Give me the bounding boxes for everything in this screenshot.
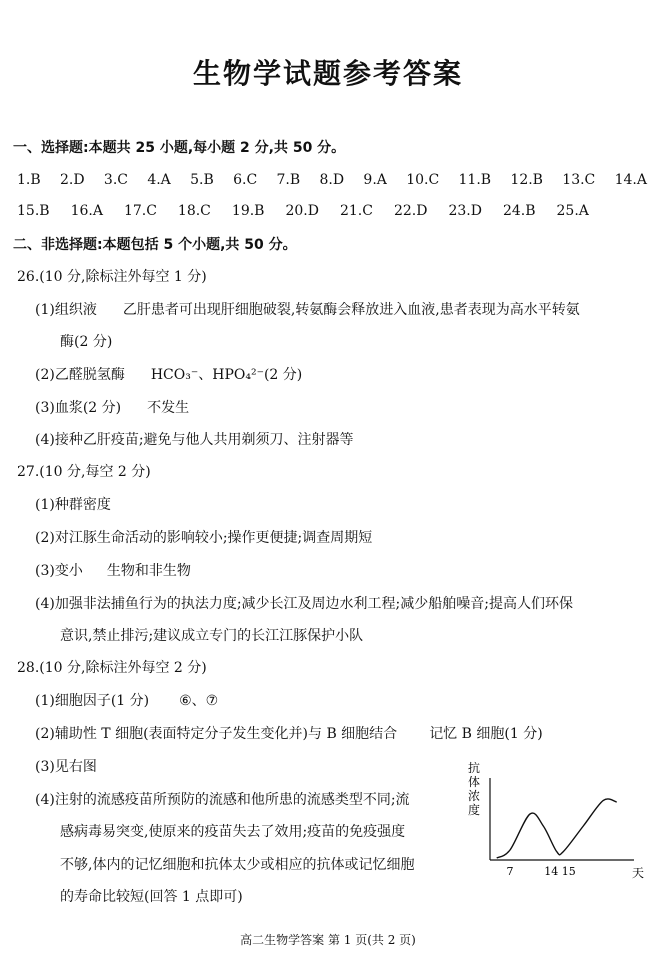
q27-answer-3: [35, 562, 191, 580]
answer: 2.D: [59, 172, 85, 188]
answer: 23.D: [448, 203, 482, 219]
q28-answer-4-line-3: 不够,体内的记忆细胞和抗体太少或相应的抗体或记忆细胞: [60, 857, 415, 873]
answer: 7.B: [276, 172, 301, 188]
answer: 16.A: [70, 203, 103, 219]
answer: 20.D: [285, 203, 319, 219]
q26-a1-label: (1)组织液: [35, 302, 97, 318]
page-title: 生物学试题参考答案: [192, 57, 463, 90]
q27-a3-label: (3)变小: [35, 563, 83, 579]
answer: 17.C: [123, 203, 157, 219]
x-axis-label: 天: [631, 866, 645, 880]
answer: 13.C: [562, 172, 596, 188]
q26-a2-text: HCO₃⁻、HPO₄²⁻(2 分): [150, 367, 303, 383]
y-axis-label-char: 度: [467, 803, 481, 817]
answer: 6.C: [233, 172, 258, 188]
q28-answer-4-line-1: (4)注射的流感疫苗所预防的流感和他所患的流感类型不同;流: [35, 792, 410, 808]
q28-a2-text: (2)辅助性 T 细胞(表面特定分子发生变化并)与 B 细胞结合: [35, 726, 398, 742]
q26-heading: 26.(10 分,除标注外每空 1 分): [17, 269, 207, 285]
q26-a2-label: (2)乙醛脱氢酶: [35, 367, 125, 383]
answer: 19.B: [231, 203, 265, 219]
q26-answer-1: [35, 301, 580, 319]
answer: 12.B: [510, 172, 543, 188]
q28-answer-4-line-4: 的寿命比较短(回答 1 点即可): [60, 889, 243, 905]
answer: 5.B: [190, 172, 214, 188]
q28-heading: 28.(10 分,除标注外每空 2 分): [17, 660, 207, 676]
q26-answer-1-cont: 酶(2 分): [60, 334, 113, 350]
choice-answers-row-1: [17, 172, 647, 188]
answer: 24.B: [502, 203, 536, 219]
q26-a1-text: 乙肝患者可出现肝细胞破裂,转氨酶会释放进入血液,患者表现为高水平转氨: [122, 302, 580, 318]
answer: 10.C: [406, 172, 440, 188]
q26-answer-4: (4)接种乙肝疫苗;避免与他人共用剃须刀、注射器等: [35, 432, 354, 448]
answer: 18.C: [177, 203, 211, 219]
q27-a3-text: 生物和非生物: [106, 563, 191, 579]
y-axis-label-char: 抗: [467, 761, 481, 775]
q27-answer-4-cont: 意识,禁止排污;建议成立专门的长江江豚保护小队: [60, 628, 364, 644]
antibody-chart: [462, 756, 646, 882]
q28-a1-label: (1)细胞因子(1 分): [35, 693, 150, 709]
answer: 14.A: [614, 172, 647, 188]
q28-answer-2: [35, 725, 543, 743]
answer: 22.D: [393, 203, 428, 219]
answer: 4.A: [147, 172, 171, 188]
choice-answers-row-2: [17, 203, 589, 219]
q28-answer-1: [35, 692, 218, 710]
q26-a3-text: 不发生: [147, 400, 190, 416]
q26-a3-label: (3)血浆(2 分): [35, 400, 122, 416]
section-1-heading: 一、选择题:本题共 25 小题,每小题 2 分,共 50 分。: [13, 140, 346, 156]
q26-answer-2: [35, 366, 302, 384]
answer: 21.C: [339, 203, 373, 219]
answer: 15.B: [17, 203, 50, 219]
answer: 25.A: [556, 203, 589, 219]
answer: 11.B: [458, 172, 492, 188]
y-axis-label-char: 浓: [467, 789, 481, 803]
q26-answer-3: [35, 399, 189, 417]
x-tick-label: 7: [506, 865, 514, 878]
answer: 9.A: [363, 172, 387, 188]
q28-answer-3: (3)见右图: [35, 759, 97, 775]
q28-answer-4-line-2: 感病毒易突变,使原来的疫苗失去了效用;疫苗的免疫强度: [60, 824, 406, 840]
section-2-heading: 二、非选择题:本题包括 5 个小题,共 50 分。: [13, 237, 297, 253]
antibody-curve: [497, 799, 617, 858]
answer: 1.B: [17, 172, 41, 188]
answer: 3.C: [103, 172, 128, 188]
page-footer: 高二生物学答案 第 1 页(共 2 页): [240, 933, 416, 947]
q27-answer-2: (2)对江豚生命活动的影响较小;操作更便捷;调查周期短: [35, 530, 373, 546]
q27-heading: 27.(10 分,每空 2 分): [17, 464, 151, 480]
q27-answer-1: (1)种群密度: [35, 497, 111, 513]
x-tick-label: 14 15: [544, 865, 576, 878]
y-axis-label-char: 体: [467, 775, 481, 789]
q28-a1-text: ⑥、⑦: [179, 693, 219, 709]
q27-answer-4: (4)加强非法捕鱼行为的执法力度;减少长江及周边水利工程;减少船舶噪音;提高人们环保: [35, 596, 573, 612]
answer: 8.D: [319, 172, 345, 188]
q28-a2-text2: 记忆 B 细胞(1 分): [429, 726, 543, 742]
